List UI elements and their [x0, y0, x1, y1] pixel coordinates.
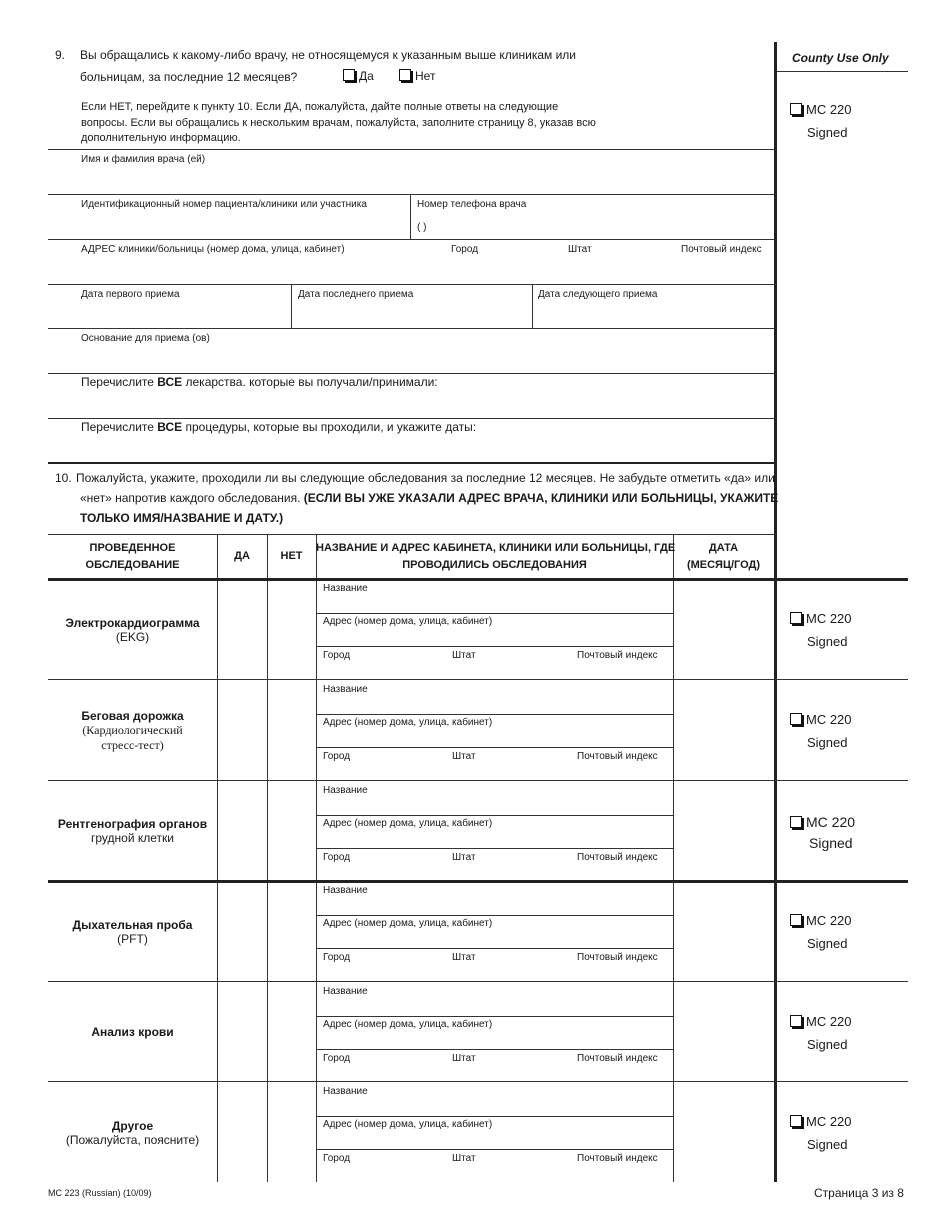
last-visit-label: Дата последнего приема — [298, 289, 414, 300]
q9-line2: больницам, за последние 12 месяцев? — [80, 70, 298, 84]
page-number: Страница 3 из 8 — [814, 1186, 904, 1200]
no-cell[interactable] — [268, 983, 316, 1081]
county-mc220-checkbox[interactable] — [790, 1114, 852, 1129]
county-signed-label: Signed — [809, 835, 853, 851]
doctor-phone-label: Номер телефона врача — [417, 199, 527, 210]
place-name-label[interactable]: Название — [323, 583, 368, 594]
date-cell[interactable] — [674, 782, 774, 880]
q10-line3: ТОЛЬКО ИМЯ/НАЗВАНИЕ И ДАТУ.) — [80, 511, 284, 525]
form-id: MC 223 (Russian) (10/09) — [48, 1188, 152, 1198]
table-row — [48, 1083, 908, 1182]
exam-title: Анализ крови — [91, 1025, 174, 1039]
exam-name-cell — [48, 580, 217, 679]
exam-title: Беговая дорожка — [81, 708, 184, 723]
county-signed-label-1: Signed — [807, 125, 848, 140]
place-zip-label: Почтовый индекс — [577, 952, 658, 963]
q9-instructions-1: Если НЕТ, перейдите к пункту 10. Если ДА, пожалуйста, дайте полные ответы на следующие — [81, 101, 559, 113]
place-zip-label: Почтовый индекс — [577, 650, 658, 661]
place-zip-label: Почтовый индекс — [577, 1053, 658, 1064]
place-rule — [317, 1149, 673, 1150]
place-state-label: Штат — [452, 650, 476, 661]
county-use-header: County Use Only — [792, 51, 889, 65]
q9-instructions-2: вопросы. Если вы обращались к нескольким врачам, пожалуйста, заполните страницу 8, указав всю — [81, 117, 596, 129]
q10-number: 10. — [55, 471, 72, 485]
rule — [48, 418, 774, 419]
exam-subtitle: (Пожалуйста, поясните) — [65, 1132, 200, 1147]
col-test-header-1: ПРОВЕДЕННОЕ — [89, 542, 176, 554]
yes-cell[interactable] — [218, 983, 267, 1081]
place-address-label[interactable]: Адрес (номер дома, улица, кабинет) — [323, 717, 493, 728]
place-rule — [317, 915, 673, 916]
place-state-label: Штат — [452, 1053, 476, 1064]
yes-cell[interactable] — [218, 882, 267, 981]
visit-reason-label: Основание для приема (ов) — [81, 333, 210, 344]
col-place-header-2: ПРОВОДИЛИСЬ ОБСЛЕДОВАНИЯ — [402, 559, 587, 571]
col-date-header-2: (МЕСЯЦ/ГОД) — [686, 559, 761, 571]
no-cell[interactable] — [268, 882, 316, 981]
checkbox-icon[interactable] — [790, 816, 802, 828]
yes-cell[interactable] — [218, 681, 267, 780]
exam-subtitle: (EKG) — [115, 629, 150, 644]
no-label: Нет — [415, 69, 436, 83]
mc220-label: MC 220 — [806, 712, 852, 727]
no-cell[interactable] — [268, 681, 316, 780]
checkbox-icon[interactable] — [790, 612, 802, 624]
place-state-label: Штат — [452, 751, 476, 762]
q10-line2 — [80, 491, 778, 505]
q9-line1: Вы обращались к какому-либо врачу, не относящемуся к указанным выше клиникам или — [80, 48, 577, 62]
place-rule — [317, 714, 673, 715]
col-place-header-1: НАЗВАНИЕ И АДРЕС КАБИНЕТА, КЛИНИКИ ИЛИ БОЛЬНИЦЫ, ГДЕ — [316, 542, 676, 554]
col-test-header-2: ОБСЛЕДОВАНИЕ — [85, 559, 180, 571]
place-state-label: Штат — [452, 952, 476, 963]
county-signed-label: Signed — [807, 936, 848, 951]
divider — [410, 194, 411, 239]
yes-label: Да — [359, 69, 374, 83]
county-mc220-checkbox[interactable] — [790, 712, 852, 727]
clinic-state-label: Штат — [568, 244, 592, 255]
mc220-label: MC 220 — [806, 913, 852, 928]
date-cell[interactable] — [674, 882, 774, 981]
exam-name-cell — [48, 882, 217, 981]
visit-reason-field[interactable] — [49, 329, 773, 372]
place-rule — [317, 613, 673, 614]
exam-title: Электрокардиограмма — [65, 615, 200, 630]
county-mc220-checkbox[interactable] — [790, 814, 855, 830]
q9-yes-checkbox[interactable] — [343, 69, 374, 83]
county-signed-label: Signed — [807, 1037, 848, 1052]
place-rule — [317, 815, 673, 816]
place-city-label[interactable]: Город — [323, 852, 351, 863]
rule — [48, 284, 774, 285]
place-city-label[interactable]: Город — [323, 952, 351, 963]
county-mc220-checkbox[interactable] — [790, 611, 852, 626]
place-address-label[interactable]: Адрес (номер дома, улица, кабинет) — [323, 1119, 493, 1130]
place-rule — [317, 1016, 673, 1017]
next-visit-label: Дата следующего приема — [538, 289, 658, 300]
doctor-name-field[interactable] — [49, 150, 773, 193]
q9-no-checkbox[interactable] — [399, 69, 435, 83]
place-city-label[interactable]: Город — [323, 1053, 351, 1064]
date-cell[interactable] — [674, 580, 774, 679]
place-rule — [317, 747, 673, 748]
mc220-label: MC 220 — [806, 102, 852, 117]
exam-name-cell — [48, 681, 217, 780]
county-mc220-checkbox-1[interactable] — [790, 102, 852, 117]
q9-instructions-3: дополнительную информацию. — [81, 132, 241, 144]
col-date-header-1: ДАТА — [708, 542, 739, 554]
medications-field[interactable] — [49, 392, 773, 416]
procedures-field[interactable] — [49, 437, 773, 461]
table-row — [48, 681, 908, 780]
date-cell[interactable] — [674, 983, 774, 1081]
clinic-address-label: АДРЕС клиники/больницы (номер дома, улица, кабинет) — [81, 244, 345, 255]
place-rule — [317, 646, 673, 647]
q10-line1: Пожалуйста, укажите, проходили ли вы следующие обследования за последние 12 месяцев. Не забудьте отметить «да» или — [76, 471, 775, 485]
exam-name-cell — [48, 983, 217, 1081]
place-name-label[interactable]: Название — [323, 684, 368, 695]
col-no-header: НЕТ — [280, 550, 303, 562]
place-name-label[interactable]: Название — [323, 986, 368, 997]
exam-subtitle: (PFT) — [117, 931, 148, 946]
proc-pre: Перечислите — [81, 420, 158, 434]
row-separator — [48, 780, 908, 781]
table-row — [48, 882, 908, 981]
exam-title: Другое — [111, 1118, 154, 1133]
mc220-label: MC 220 — [806, 814, 856, 830]
table-row — [48, 580, 908, 679]
section-divider — [48, 462, 776, 464]
place-address-label[interactable]: Адрес (номер дома, улица, кабинет) — [323, 918, 493, 929]
checkbox-icon[interactable] — [399, 69, 411, 81]
county-signed-label: Signed — [807, 634, 848, 649]
place-city-label[interactable]: Город — [323, 650, 351, 661]
place-zip-label: Почтовый индекс — [577, 852, 658, 863]
mc220-label: MC 220 — [806, 611, 852, 626]
doctor-name-label: Имя и фамилия врача (ей) — [81, 154, 206, 165]
place-address-label[interactable]: Адрес (номер дома, улица, кабинет) — [323, 1019, 493, 1030]
divider — [532, 284, 533, 328]
checkbox-icon[interactable] — [790, 914, 802, 926]
exam-subtitle-2: стресс-тест) — [101, 737, 164, 752]
clinic-city-label: Город — [451, 244, 479, 255]
divider — [291, 284, 292, 328]
table-row — [48, 782, 908, 880]
mc220-label: MC 220 — [806, 1014, 852, 1029]
exam-title: Рентгенография органов — [57, 817, 208, 831]
place-name-label[interactable]: Название — [323, 1086, 368, 1097]
procedures-label — [81, 420, 476, 434]
phone-area-code[interactable]: ( ) — [417, 222, 427, 233]
yes-cell[interactable] — [218, 580, 267, 679]
place-name-label[interactable]: Название — [323, 785, 368, 796]
exam-subtitle: (Кардиологический — [82, 722, 183, 737]
place-address-label[interactable]: Адрес (номер дома, улица, кабинет) — [323, 616, 493, 627]
date-cell[interactable] — [674, 1083, 774, 1182]
checkbox-icon[interactable] — [790, 1115, 802, 1127]
place-zip-label: Почтовый индекс — [577, 1153, 658, 1164]
county-signed-label: Signed — [807, 1137, 848, 1152]
proc-bold: ВСЕ — [157, 420, 183, 434]
medications-label — [81, 375, 438, 389]
exam-subtitle: грудной клетки — [91, 831, 174, 845]
col-yes-header: ДА — [234, 550, 250, 562]
patient-id-label: Идентификационный номер пациента/клиники или участника — [81, 199, 367, 210]
county-signed-label: Signed — [807, 735, 848, 750]
meds-post: лекарства. которые вы получали/принимали: — [182, 375, 438, 389]
rule — [48, 534, 774, 535]
no-cell[interactable] — [268, 1083, 316, 1182]
place-address-label[interactable]: Адрес (номер дома, улица, кабинет) — [323, 818, 493, 829]
proc-post: процедуры, которые вы проходили, и укажите даты: — [182, 420, 477, 434]
row-separator — [48, 679, 908, 680]
no-cell[interactable] — [268, 782, 316, 880]
exam-title: Дыхательная проба — [72, 917, 193, 932]
checkbox-icon[interactable] — [790, 103, 802, 115]
place-rule — [317, 848, 673, 849]
q10-line2-bold: (ЕСЛИ ВЫ УЖЕ УКАЗАЛИ АДРЕС ВРАЧА, КЛИНИКИ ИЛИ БОЛЬНИЦЫ, УКАЖИТЕ — [303, 491, 779, 505]
first-visit-label: Дата первого приема — [81, 289, 180, 300]
row-separator — [48, 1081, 908, 1082]
q10-line2-normal: «нет» напротив каждого обследования. — [80, 491, 304, 505]
patient-id-field[interactable] — [49, 195, 409, 238]
county-mc220-checkbox[interactable] — [790, 913, 852, 928]
mc220-label: MC 220 — [806, 1114, 852, 1129]
checkbox-icon[interactable] — [790, 1015, 802, 1027]
exam-name-cell — [48, 1083, 217, 1182]
no-cell[interactable] — [268, 580, 316, 679]
county-mc220-checkbox[interactable] — [790, 1014, 852, 1029]
place-state-label: Штат — [452, 1153, 476, 1164]
row-separator — [48, 981, 908, 982]
place-state-label: Штат — [452, 852, 476, 863]
table-row — [48, 983, 908, 1081]
clinic-zip-label: Почтовый индекс — [681, 244, 762, 255]
place-zip-label: Почтовый индекс — [577, 751, 658, 762]
place-city-label[interactable]: Город — [323, 751, 351, 762]
rule — [48, 373, 774, 374]
place-name-label[interactable]: Название — [323, 885, 368, 896]
place-city-label[interactable]: Город — [323, 1153, 351, 1164]
checkbox-icon[interactable] — [343, 69, 355, 81]
place-rule — [317, 1049, 673, 1050]
checkbox-icon[interactable] — [790, 713, 802, 725]
exam-name-cell — [48, 782, 217, 880]
meds-bold: ВСЕ — [157, 375, 183, 389]
date-cell[interactable] — [674, 681, 774, 780]
yes-cell[interactable] — [218, 782, 267, 880]
meds-pre: Перечислите — [81, 375, 158, 389]
county-header-rule — [777, 71, 908, 72]
place-rule — [317, 1116, 673, 1117]
yes-cell[interactable] — [218, 1083, 267, 1182]
place-rule — [317, 948, 673, 949]
q9-number: 9. — [55, 48, 66, 62]
clinic-address-field[interactable] — [49, 240, 773, 283]
